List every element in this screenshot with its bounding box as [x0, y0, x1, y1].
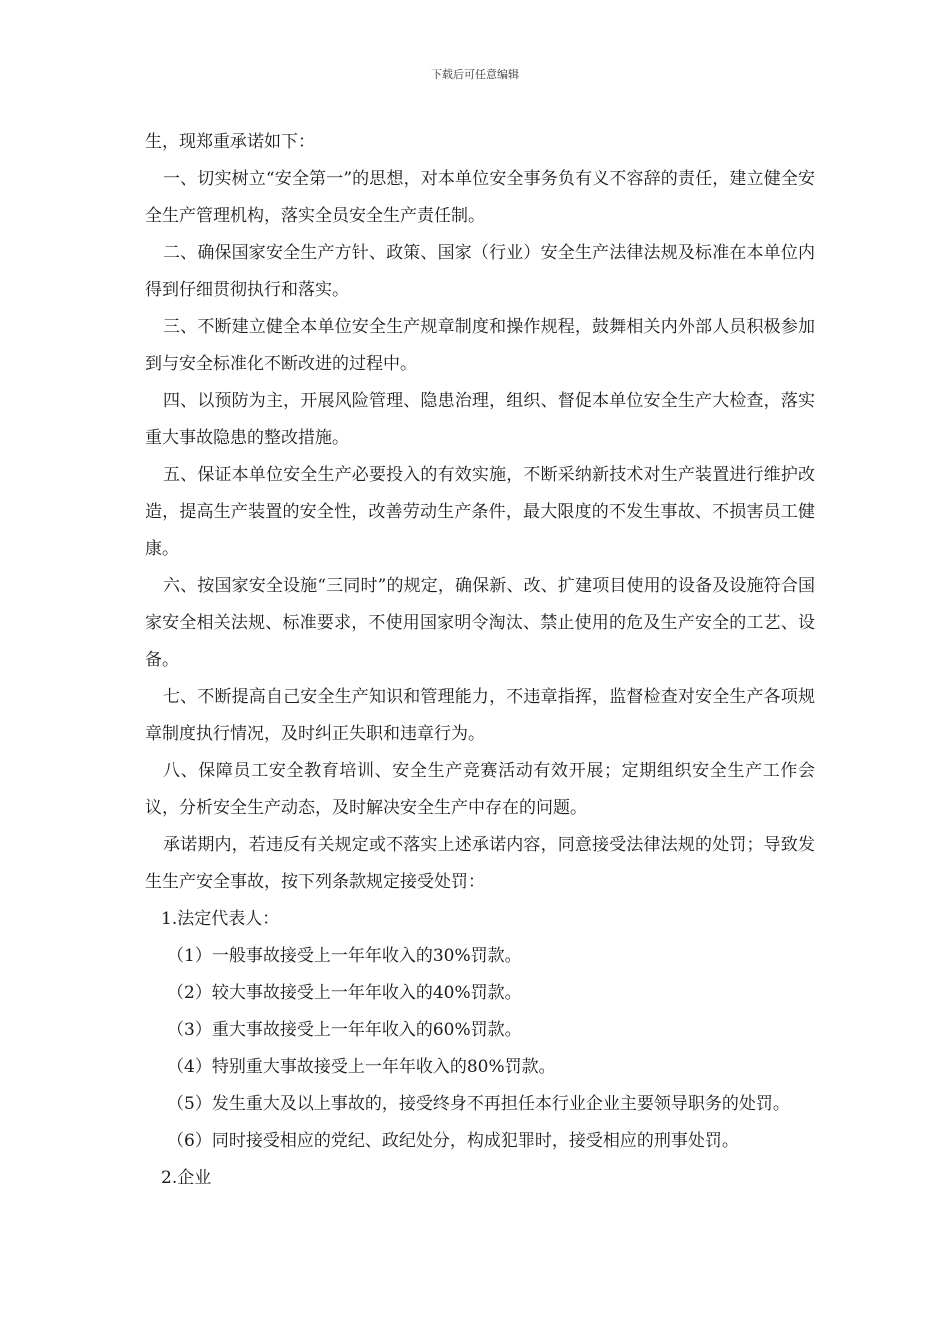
penalty-item-4: （4）特别重大事故接受上一年年收入的80%罚款。 — [167, 1057, 556, 1077]
paragraph-item-5: 五、保证本单位安全生产必要投入的有效实施，不断采纳新技术对生产装置进行维护改造，提高生产装置的安全性，改善劳动生产条件，最大限度的不发生事故、不损害员工健康。 — [145, 465, 815, 559]
penalty-item-3: （3）重大事故接受上一年年收入的60%罚款。 — [167, 1020, 522, 1040]
penalty-item-6: （6）同时接受相应的党纪、政纪处分，构成犯罪时，接受相应的刑事处罚。 — [167, 1131, 739, 1151]
paragraph-item-3: 三、不断建立健全本单位安全生产规章制度和操作规程，鼓舞相关内外部人员积极参加到与安全标准化不断改进的过程中。 — [145, 317, 815, 374]
paragraph-penalty-intro: 承诺期内，若违反有关规定或不落实上述承诺内容，同意接受法律法规的处罚；导致发生生产安全事故，按下列条款规定接受处罚： — [145, 835, 815, 892]
penalty-item-2: （2）较大事故接受上一年年收入的40%罚款。 — [167, 983, 522, 1003]
paragraph-item-2: 二、确保国家安全生产方针、政策、国家（行业）安全生产法律法规及标准在本单位内得到仔细贯彻执行和落实。 — [145, 243, 815, 300]
paragraph-item-7: 七、不断提高自己安全生产知识和管理能力，不违章指挥，监督检查对安全生产各项规章制度执行情况，及时纠正失职和违章行为。 — [145, 687, 815, 744]
paragraph-intro: 生，现郑重承诺如下： — [145, 132, 315, 152]
paragraph-item-8: 八、保障员工安全教育培训、安全生产竞赛活动有效开展；定期组织安全生产工作会议，分析安全生产动态，及时解决安全生产中存在的问题。 — [145, 761, 815, 818]
penalty-item-1: （1）一般事故接受上一年年收入的30%罚款。 — [167, 946, 522, 966]
penalty-item-5: （5）发生重大及以上事故的，接受终身不再担任本行业企业主要领导职务的处罚。 — [167, 1094, 790, 1114]
section-2-title: 2.企业 — [161, 1168, 212, 1188]
page-header: 下载后可任意编辑 — [431, 68, 519, 81]
paragraph-item-4: 四、以预防为主，开展风险管理、隐患治理，组织、督促本单位安全生产大检查，落实重大事故隐患的整改措施。 — [145, 391, 815, 448]
section-1-title: 1.法定代表人： — [161, 909, 280, 929]
document-body — [145, 124, 815, 1197]
paragraph-item-1: 一、切实树立“安全第一”的思想，对本单位安全事务负有义不容辞的责任，建立健全安全生产管理机构，落实全员安全生产责任制。 — [145, 169, 815, 226]
paragraph-item-6: 六、按国家安全设施“三同时”的规定，确保新、改、扩建项目使用的设备及设施符合国家安全相关法规、标准要求，不使用国家明令淘汰、禁止使用的危及生产安全的工艺、设备。 — [145, 576, 815, 670]
